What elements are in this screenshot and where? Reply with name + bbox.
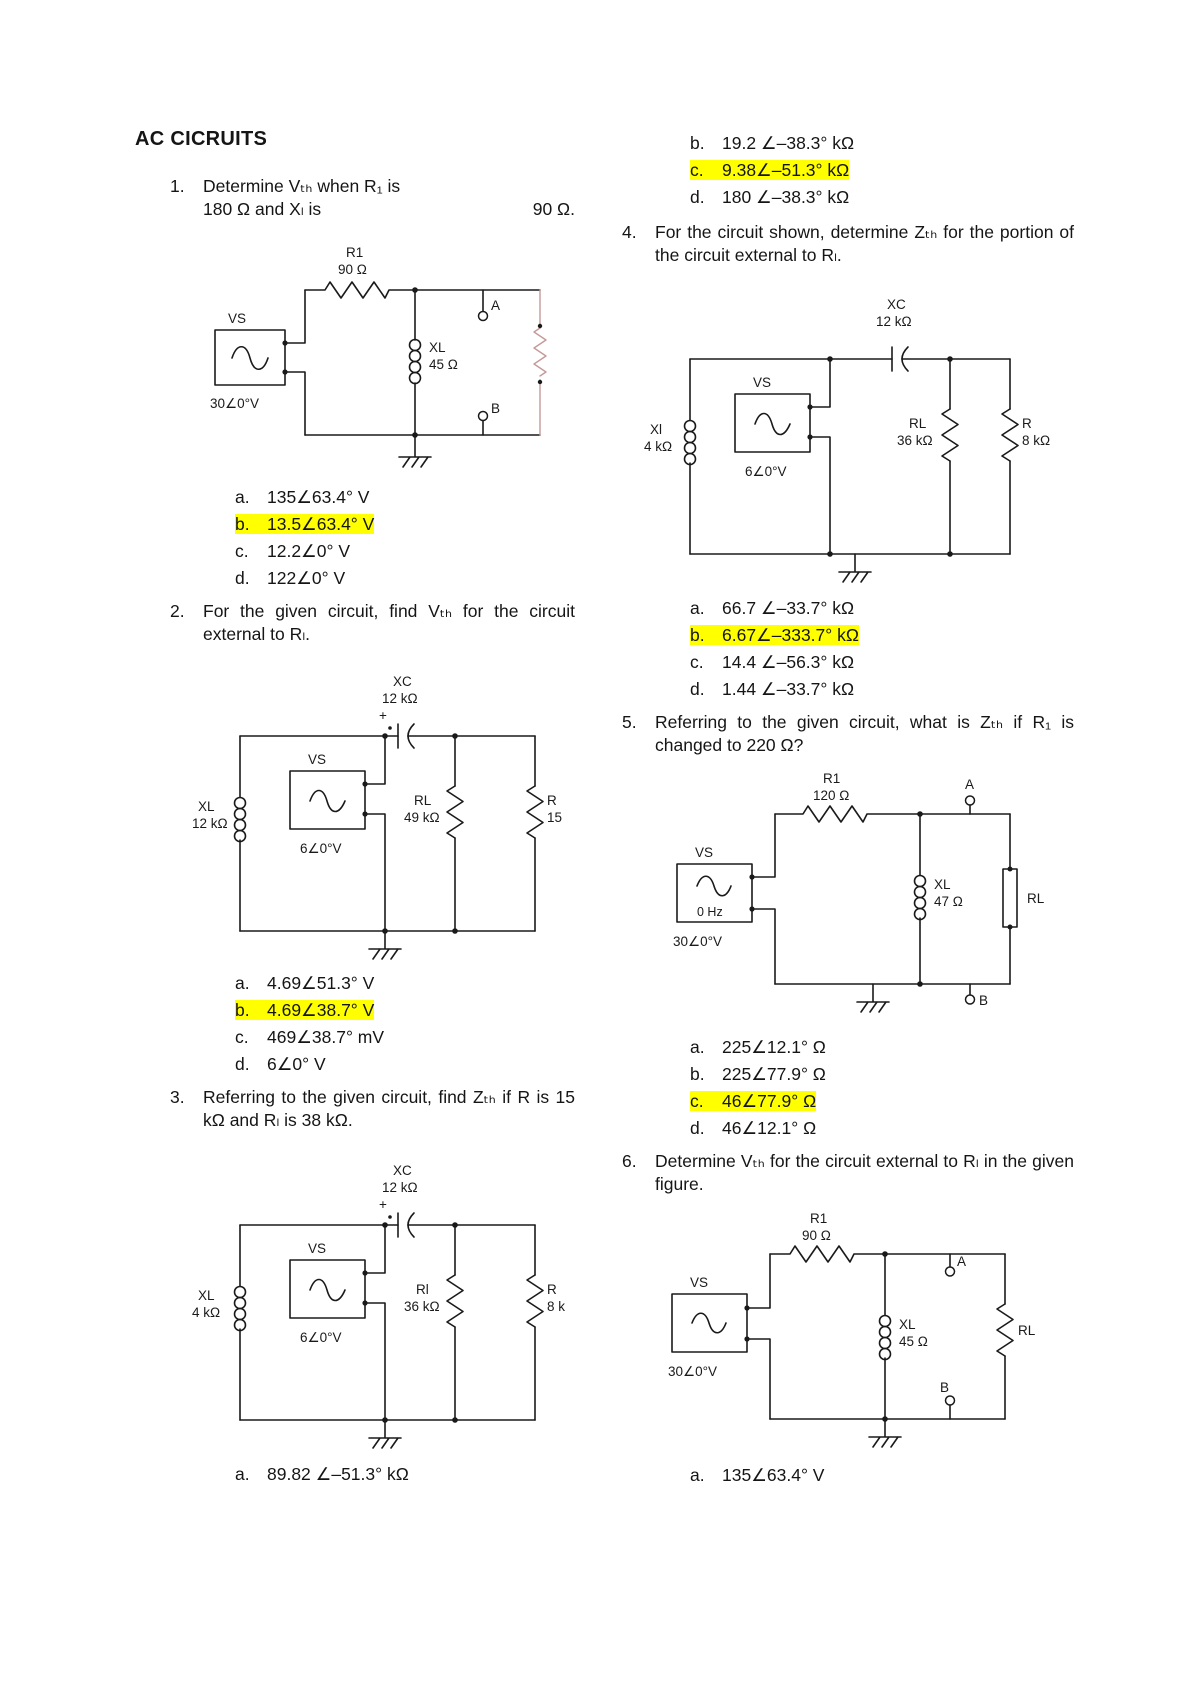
terminal-b-label: B: [979, 993, 989, 1009]
choice-q4-d: d. 1.44 ∠–33.7° kΩ: [690, 679, 855, 700]
choice-q2-b: b. 4.69∠38.7° V: [235, 1000, 375, 1021]
xc-label: XC: [393, 1162, 412, 1178]
wires: [690, 359, 1010, 554]
voltage-source: [290, 771, 365, 829]
inductor-xl: [410, 340, 421, 384]
circuit-3-figure: [190, 1145, 575, 1455]
inductor-xl: [685, 421, 696, 465]
question-5-number: 5.: [622, 712, 637, 733]
circuit-5-diagram: [655, 769, 1075, 1024]
r1-value: 90 Ω: [338, 262, 367, 278]
xl-label: XL: [198, 1287, 215, 1303]
xl-value: 45 Ω: [899, 1333, 928, 1349]
rl-label: RL: [1027, 891, 1045, 907]
ground-icon: [369, 1420, 401, 1448]
xl-value: 4 kΩ: [192, 1304, 221, 1320]
xc-label: XC: [887, 297, 906, 313]
question-1: [135, 175, 575, 221]
circuit-2-diagram: [190, 656, 585, 966]
choice-q6-a: a. 135∠63.4° V: [690, 1464, 825, 1485]
choice-q5-c: c. 46∠77.9° Ω: [690, 1091, 817, 1112]
circuit-1-diagram: [180, 235, 570, 480]
question-1-line2: 180 Ω and Xₗ is 90 Ω.: [203, 199, 575, 220]
question-3-number: 3.: [170, 1087, 185, 1108]
circuit-4-diagram: [640, 279, 1060, 589]
left-column: [135, 0, 575, 1488]
junction-dots: [282, 287, 417, 438]
choice-q3-c: c. 9.38∠–51.3° kΩ: [690, 160, 850, 180]
choice-q1-a: a. 135∠63.4° V: [235, 487, 370, 508]
vs-value: 30∠0°V: [668, 1363, 718, 1379]
choice-q4-c: c. 14.4 ∠–56.3° kΩ: [690, 652, 855, 673]
polarity-dot: [388, 1215, 392, 1219]
vs-label: VS: [695, 845, 714, 861]
voltage-source: [215, 330, 285, 385]
question-3-choices-continued: [690, 130, 1074, 211]
vs-label: VS: [690, 1274, 709, 1290]
choice-q5-d: d. 46∠12.1° Ω: [690, 1118, 817, 1139]
rl-label: RL: [414, 793, 432, 809]
choice-q5-a: a. 225∠12.1° Ω: [690, 1037, 826, 1058]
resistor-rl: [1003, 869, 1017, 927]
vs-label: VS: [753, 375, 772, 391]
ground-icon: [369, 931, 401, 959]
resistor-r: [527, 1275, 543, 1327]
junction-dots: [744, 1251, 887, 1422]
inductor-xl: [235, 798, 246, 842]
r1-label: R1: [810, 1210, 828, 1226]
rl-value: 36 kΩ: [404, 1298, 440, 1314]
question-2-choices: [235, 970, 575, 1078]
xl-value: 45 Ω: [429, 357, 458, 373]
wires: [752, 805, 1010, 995]
terminal-b-icon: [966, 995, 975, 1004]
xc-plus: +: [379, 1196, 387, 1212]
inductor-xl: [235, 1286, 246, 1330]
resistor-rl: [447, 786, 463, 838]
question-2: [135, 600, 575, 646]
wires: [747, 1246, 1005, 1419]
xl-value: 12 kΩ: [192, 816, 228, 832]
terminal-b-label: B: [491, 401, 501, 417]
junction-dots: [362, 1222, 457, 1423]
terminal-a-icon: [479, 312, 488, 321]
inductor-xl: [880, 1315, 891, 1359]
wires: [285, 282, 540, 435]
choice-q2-a: a. 4.69∠51.3° V: [235, 973, 375, 994]
r1-label: R1: [823, 771, 841, 787]
question-4-text: For the circuit shown, determine Zₜₕ for the portion of the circuit external to Rₗ.: [655, 222, 1074, 266]
xc-value: 12 kΩ: [382, 1179, 418, 1195]
voltage-source: [735, 394, 810, 452]
circuit-3-diagram: [190, 1145, 585, 1455]
r-label: R: [547, 1281, 557, 1297]
r1-value: 90 Ω: [802, 1227, 831, 1243]
choice-q1-c: c. 12.2∠0° V: [235, 541, 351, 562]
r-value: 8 kΩ: [1022, 433, 1051, 449]
resistor-rl: [997, 1304, 1013, 1356]
terminal-a-label: A: [957, 1253, 967, 1269]
question-2-number: 2.: [170, 601, 185, 622]
question-3: [135, 1086, 575, 1132]
choice-q4-a: a. 66.7 ∠–33.7° kΩ: [690, 598, 855, 619]
question-1-number: 1.: [170, 176, 185, 196]
choice-q3-d: d. 180 ∠–38.3° kΩ: [690, 187, 850, 207]
junction-dots: [749, 812, 1012, 988]
vs-label: VS: [308, 1240, 327, 1256]
resistor-r: [1002, 409, 1018, 461]
terminal-a-label: A: [491, 298, 501, 314]
terminal-b-icon: [946, 1396, 955, 1405]
question-4-number: 4.: [622, 222, 637, 242]
circuit-6-diagram: [660, 1209, 1080, 1454]
terminal-a-label: A: [965, 777, 975, 793]
right-column: [622, 0, 1074, 1489]
question-6-number: 6.: [622, 1151, 637, 1172]
xc-plus: +: [379, 708, 387, 724]
terminal-a-icon: [946, 1267, 955, 1276]
xl-label: XL: [934, 877, 951, 893]
question-1-choices: [235, 484, 575, 592]
xl-label: XL: [899, 1316, 916, 1332]
question-1-line1: Determine Vₜₕ when R₁ is: [203, 176, 401, 196]
circuit-1-figure: [180, 235, 575, 480]
choice-q4-b: b. 6.67∠–333.7° kΩ: [690, 625, 859, 646]
circuit-6-figure: [660, 1209, 1074, 1454]
question-4-choices: [690, 595, 1074, 703]
xl-label: XL: [198, 799, 215, 815]
choice-q1-d: d. 122∠0° V: [235, 568, 346, 589]
r1-label: R1: [346, 245, 364, 261]
terminal-b-icon: [479, 412, 488, 421]
r-label: R: [547, 793, 557, 809]
voltage-source: [290, 1260, 365, 1318]
vs-value: 6∠0°V: [300, 1329, 342, 1345]
r-value: 15: [547, 810, 563, 826]
vs-label: VS: [228, 311, 247, 327]
xl-label: Xl: [650, 422, 663, 438]
rl-label: RL: [1018, 1322, 1036, 1338]
junction-dots: [362, 734, 457, 935]
rl-value: 36 kΩ: [897, 433, 933, 449]
polarity-dot: [388, 727, 392, 731]
choice-q2-d: d. 6∠0° V: [235, 1054, 326, 1075]
vs-frequency: 0 Hz: [697, 905, 723, 920]
resistor-rl: [447, 1275, 463, 1327]
vs-value: 30∠0°V: [210, 396, 260, 412]
ground-icon: [399, 435, 431, 467]
vs-value: 30∠0°V: [673, 934, 723, 950]
resistor-r: [527, 786, 543, 838]
xc-label: XC: [393, 674, 412, 690]
question-3-text: Referring to the given circuit, find Zₜₕ if R is 15 kΩ and Rₗ is 38 kΩ.: [203, 1087, 575, 1131]
wires: [240, 1225, 535, 1420]
choice-q3-b: b. 19.2 ∠–38.3° kΩ: [690, 133, 855, 153]
xl-value: 4 kΩ: [644, 439, 673, 455]
xc-value: 12 kΩ: [382, 691, 418, 707]
load-top-dot: [538, 324, 542, 328]
question-4: [622, 221, 1074, 267]
resistor-rl: [942, 409, 958, 461]
vs-value: 6∠0°V: [300, 841, 342, 857]
choice-q5-b: b. 225∠77.9° Ω: [690, 1064, 826, 1085]
rl-label: RL: [909, 416, 927, 432]
vs-value: 6∠0°V: [745, 464, 787, 480]
question-6-text: Determine Vₜₕ for the circuit external to Rₗ in the given figure.: [655, 1151, 1074, 1195]
xc-value: 12 kΩ: [876, 314, 912, 330]
terminal-b-label: B: [940, 1379, 950, 1395]
load-branch-faint: [534, 290, 546, 435]
question-1-text: [203, 175, 575, 221]
rl-value: 49 kΩ: [404, 810, 440, 826]
question-5-text: Referring to the given circuit, what is Zₜₕ if R₁ is changed to 220 Ω?: [655, 712, 1074, 756]
vs-label: VS: [308, 752, 327, 768]
xl-value: 47 Ω: [934, 894, 963, 910]
choice-q1-b: b. 13.5∠63.4° V: [235, 514, 375, 535]
r-value: 8 k: [547, 1298, 566, 1314]
ground-icon: [857, 984, 889, 1012]
wires: [240, 736, 535, 931]
voltage-source: [672, 1294, 747, 1352]
r-label: R: [1022, 416, 1032, 432]
inductor-xl: [915, 876, 926, 920]
circuit-5-figure: [655, 769, 1074, 1024]
page-title: AC CICRUITS: [135, 128, 268, 150]
circuit-2-figure: [190, 656, 575, 966]
r1-value: 120 Ω: [813, 788, 850, 804]
choice-q2-c: c. 469∠38.7° mV: [235, 1027, 385, 1048]
ground-icon: [839, 554, 871, 582]
terminal-a-icon: [966, 796, 975, 805]
choice-q3-a: a. 89.82 ∠–51.3° kΩ: [235, 1463, 409, 1484]
circuit-4-figure: [640, 279, 1074, 589]
question-5-choices: [690, 1034, 1074, 1142]
load-bottom-dot: [538, 380, 542, 384]
question-6: [622, 1150, 1074, 1196]
question-2-text: For the given circuit, find Vₜₕ for the circuit external to Rₗ.: [203, 601, 575, 645]
ground-icon: [869, 1419, 901, 1447]
xl-label: XL: [429, 340, 446, 356]
rl-label: Rl: [416, 1281, 429, 1297]
question-5: [622, 711, 1074, 757]
